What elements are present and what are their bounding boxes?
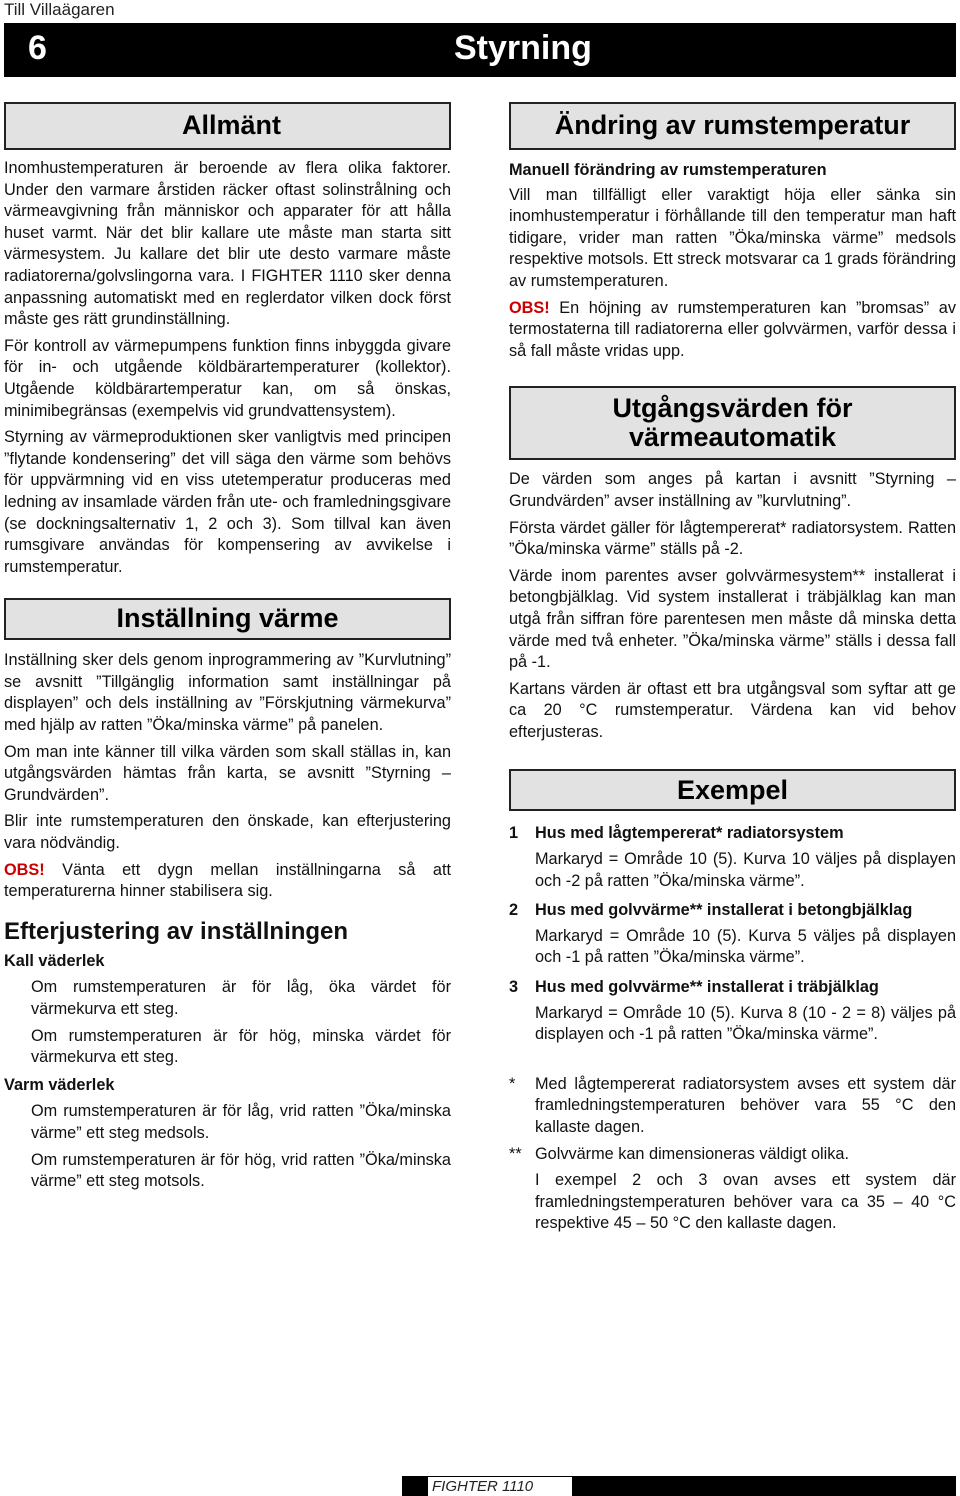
example-item (509, 977, 956, 1046)
chapter-title: Styrning (454, 29, 592, 67)
paragraph: Styrning av värmeproduktionen sker vanligtvis med principen ”flytande kondensering” det vill säga den värme som behövs för uppvärmning vid en viss utetemperatur produceras med ledning av insamlade värden från ute- och framledningsgivare (se dockningsalternativ 1, 2 och 3). Som tillval kan även rumsgivare användas för kompensering av avvikelse i rumstemperatur. (4, 428, 451, 576)
footnote-text: Golvvärme kan dimensioneras väldigt olika. (535, 1144, 850, 1163)
paragraph: Blir inte rumstemperaturen den önskade, kan efterjustering vara nödvändig. (4, 812, 451, 853)
section-heading-efterjustering: Efterjustering av inställningen (4, 917, 349, 945)
section-heading-andring: Ändring av rumstemperatur (509, 102, 956, 150)
paragraph: Om rumstemperaturen är för hög, minska värdet för värmekurva ett steg. (31, 1026, 451, 1067)
example-number: 1 (509, 824, 519, 843)
paragraph: Vill man tillfälligt eller varaktigt höja eller sänka sin inomhustemperatur i förhållande till den temperatur man haft tidigare, vrider man ratten ”Öka/minska värme” medsols respektive motsols. Ett streck motsvarar ca 1 grads förändring av rumstemperaturen. (509, 185, 957, 290)
chapter-number: 6 (28, 29, 47, 67)
footnote-mark: * (509, 1074, 516, 1093)
footer-label: FIGHTER 1110 (428, 1477, 572, 1496)
paragraph: Inställning sker dels genom inprogrammering av ”Kurvlutning” se avsnitt ”Tillgänglig information samt inställningar på displayen” och dels inställning av ”Förskjutning värmekurva” med hjälp av ratten ”Öka/minska värme” på panelen. (4, 651, 451, 735)
chapter-bar (4, 23, 956, 77)
paragraph: Om rumstemperaturen är för låg, vrid ratten ”Öka/minska värme” ett steg medsols. (31, 1102, 451, 1142)
left-column (4, 102, 451, 1193)
paragraph: Första värdet gäller för lågtempererat* radiatorsystem. Ratten ”Öka/minska värme” ställs på -2. (509, 518, 956, 559)
example-text: Markaryd = Område 10 (5). Kurva 5 väljes på displayen och -1 på ratten ”Öka/minska värme”. (535, 926, 956, 967)
example-item (509, 823, 956, 892)
section-heading-exempel: Exempel (509, 769, 956, 811)
section-heading-allmant: Allmänt (4, 102, 451, 150)
subheading-varm: Varm väderlek (4, 1075, 115, 1094)
footnote (509, 1074, 956, 1139)
paragraph: Inomhustemperaturen är beroende av flera olika faktorer. Under den varmare årstiden räcker oftast solinstrålning och värmeavgivning från människor och apparater för att hålla huset varmt. När det blir kallare ute måste man starta sitt värmesystem. Ju kallare det blir ute desto varmare måste radiatorerna/golvslingorna vara. I FIGHTER 1110 sker denna anpassning automatiskt med en reglerdator vilken dock först måste ges rätt grundinställning. (4, 159, 451, 329)
section-heading-installning: Inställning värme (4, 598, 451, 640)
paragraph: Om rumstemperaturen är för hög, vrid ratten ”Öka/minska värme” ett steg motsols. (31, 1150, 451, 1191)
paragraph: De värden som anges på kartan i avsnitt ”Styrning – Grundvärden” avser inställning av ”kurvlutning”. (509, 470, 956, 510)
footnote-mark: ** (509, 1144, 522, 1163)
obs-paragraph (509, 298, 956, 363)
paragraph: Om rumstemperaturen är för låg, öka värdet för värmekurva ett steg. (31, 978, 451, 1018)
example-number: 2 (509, 901, 519, 920)
footnote (509, 1144, 956, 1235)
section-heading-utgangsvarden: Utgångsvärden för värmeautomatik (509, 386, 956, 460)
obs-label: OBS! (4, 860, 45, 879)
footnote-text: I exempel 2 och 3 ovan avses ett system där framledningstemperaturen behöver vara ca 35 – 40 °C respektive 45 – 50 °C den kallaste dagen. (535, 1171, 956, 1233)
example-item (509, 900, 956, 969)
obs-text: En höjning av rumstemperaturen kan ”bromsas” av termostaterna till radiatorerna eller golvvärmen, varför dessa i så fall måste vridas upp. (509, 298, 956, 360)
footnote-text: Med lågtempererat radiatorsystem avses ett system där framledningstemperaturen behöver vara 55 °C den kallaste dagen. (535, 1074, 956, 1136)
example-text: Markaryd = Område 10 (5). Kurva 8 (10 - 2 = 8) väljes på displayen och -1 på ratten ”Öka/minska värme”. (535, 1003, 956, 1044)
paragraph: Kartans värden är oftast ett bra utgångsval som syftar att ge ca 20 °C rumstemperatur. Värdena kan vid behov efterjusteras. (509, 679, 956, 741)
example-title: Hus med lågtempererat* radiatorsystem (535, 824, 844, 843)
running-header: Till Villaägaren (4, 0, 115, 19)
example-title: Hus med golvvärme** installerat i träbjälklag (535, 978, 879, 997)
example-number: 3 (509, 978, 519, 997)
subheading-manuell: Manuell förändring av rumstemperaturen (509, 161, 827, 179)
paragraph: För kontroll av värmepumpens funktion finns inbyggda givare för in- och utgående köldbärartemperaturer (kollektor). Utgående köldbärartemperatur kan, om så önskas, minimibegränsas (exempelvis vid grundvattensystem). (4, 336, 451, 420)
right-column (509, 102, 956, 1235)
example-title: Hus med golvvärme** installerat i betongbjälklag (535, 901, 913, 920)
paragraph: Värde inom parentes avser golvvärmesystem** installerat i betongbjälklag. Vid system installerat i träbjälklag kan man utgå från siffran före parentesen men måste då minska detta värde med två enheter. ”Öka/minska värme” ställs i dessa fall på -1. (509, 566, 956, 672)
example-text: Markaryd = Område 10 (5). Kurva 10 väljes på displayen och -2 på ratten ”Öka/minska värme”. (535, 850, 956, 890)
paragraph: Om man inte känner till vilka värden som skall ställas in, kan utgångsvärden hämtas från karta, se avsnitt ”Styrning – Grundvärden”. (4, 742, 451, 804)
obs-text: Vänta ett dygn mellan inställningarna så att temperaturerna hinner stabilisera sig. (4, 860, 451, 901)
footnotes (509, 1074, 956, 1235)
example-list (509, 823, 956, 1045)
subheading-kall: Kall väderlek (4, 951, 105, 970)
obs-paragraph (4, 860, 451, 903)
obs-label: OBS! (509, 298, 550, 317)
